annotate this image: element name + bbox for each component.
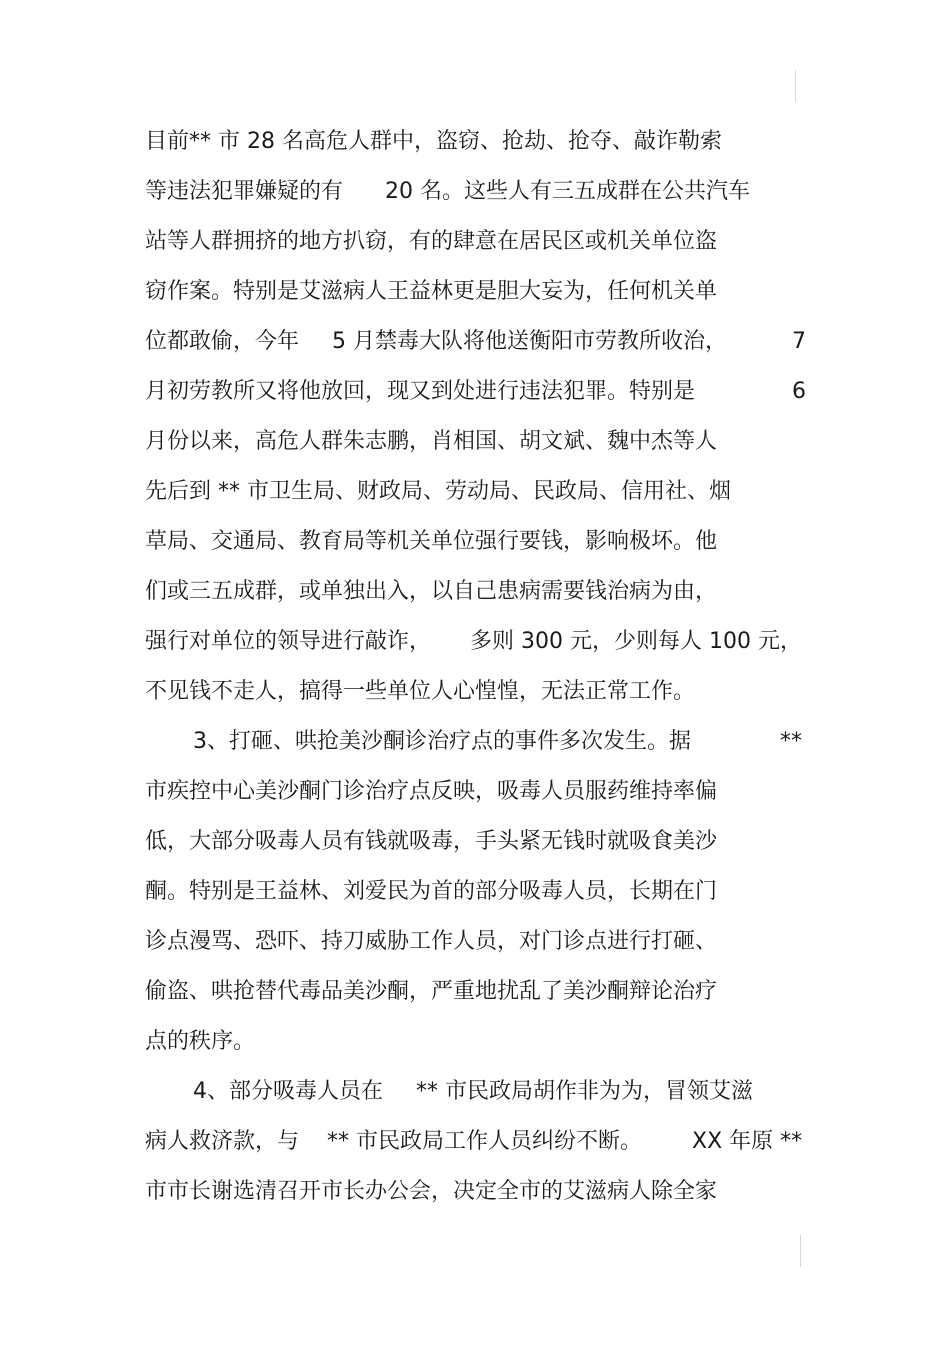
text-segment: 低，大部分吸毒人员有钱就吸毒，手头紧无钱时就吸食美沙 [145, 829, 718, 854]
text-segment: ** 市民政局胡作非为为，冒领艾滋 [416, 1079, 753, 1104]
text-segment: 4、部分吸毒人员在 [193, 1079, 383, 1104]
text-line [0, 1122, 950, 1162]
text-segment: 6 [792, 379, 806, 404]
text-line [0, 772, 950, 812]
text-line [0, 422, 950, 462]
text-segment: 月份以来，高危人群朱志鹏，肖相国、胡文斌、魏中杰等人 [145, 429, 718, 454]
text-segment: XX 年原 ** [692, 1129, 803, 1154]
text-segment: 窃作案。特别是艾滋病人王益林更是胆大妄为，任何机关单 [145, 279, 718, 304]
text-segment: 们或三五成群，或单独出入，以自己患病需要钱治病为由， [145, 579, 718, 604]
text-line [0, 372, 950, 412]
text-segment: 多则 300 元，少则每人 100 元， [470, 629, 802, 654]
text-line [0, 322, 950, 362]
text-segment: ** 市民政局工作人员纠纷不断。 [327, 1129, 642, 1154]
text-line [0, 1022, 950, 1062]
text-segment: 月初劳教所又将他放回，现又到处进行违法犯罪。特别是 [145, 379, 696, 404]
text-line [0, 172, 950, 212]
text-line [0, 1072, 950, 1112]
text-line [0, 872, 950, 912]
text-line [0, 622, 950, 662]
text-segment: 5 月禁毒大队将他送衡阳市劳教所收治， [332, 329, 727, 354]
text-line [0, 822, 950, 862]
text-line [0, 722, 950, 762]
text-segment: 不见钱不走人，搞得一些单位人心惶惶，无法正常工作。 [145, 679, 696, 704]
text-line [0, 122, 950, 162]
text-segment: 诊点漫骂、恐吓、持刀威胁工作人员，对门诊点进行打砸、 [145, 929, 718, 954]
text-line [0, 972, 950, 1012]
text-segment: ** [780, 729, 802, 754]
text-line [0, 472, 950, 512]
text-segment: 3、打砸、哄抢美沙酮诊治疗点的事件多次发生。据 [193, 729, 691, 754]
text-segment: 草局、交通局、教育局等机关单位强行要钱，影响极坏。他 [145, 529, 718, 554]
text-segment: 酮。特别是王益林、刘爱民为首的部分吸毒人员，长期在门 [145, 879, 718, 904]
text-segment: 站等人群拥挤的地方扒窃，有的肆意在居民区或机关单位盗 [145, 229, 718, 254]
text-line [0, 222, 950, 262]
text-line [0, 1172, 950, 1212]
text-line [0, 922, 950, 962]
page-edge-mark [800, 1235, 801, 1267]
text-segment: 偷盗、哄抢替代毒品美沙酮，严重地扰乱了美沙酮辩论治疗 [145, 979, 718, 1004]
page-edge-mark [795, 70, 796, 102]
text-segment: 20 名。这些人有三五成群在公共汽车 [385, 179, 750, 204]
text-segment: 市疾控中心美沙酮门诊治疗点反映，吸毒人员服药维持率偏 [145, 779, 718, 804]
text-segment: 7 [792, 329, 806, 354]
text-line [0, 672, 950, 712]
text-segment: 目前** 市 28 名高危人群中，盗窃、抢劫、抢夺、敲诈勒索 [145, 129, 722, 154]
text-segment: 强行对单位的领导进行敲诈， [145, 629, 432, 654]
text-line [0, 272, 950, 312]
text-segment: 等违法犯罪嫌疑的有 [145, 179, 344, 204]
text-segment: 位都敢偷，今年 [145, 329, 300, 354]
text-segment: 市市长谢选清召开市长办公会，决定全市的艾滋病人除全家 [145, 1179, 718, 1204]
text-line [0, 522, 950, 562]
text-segment: 先后到 ** 市卫生局、财政局、劳动局、民政局、信用社、烟 [145, 479, 731, 504]
text-line [0, 572, 950, 612]
text-segment: 点的秩序。 [145, 1029, 256, 1054]
text-segment: 病人救济款，与 [145, 1129, 300, 1154]
